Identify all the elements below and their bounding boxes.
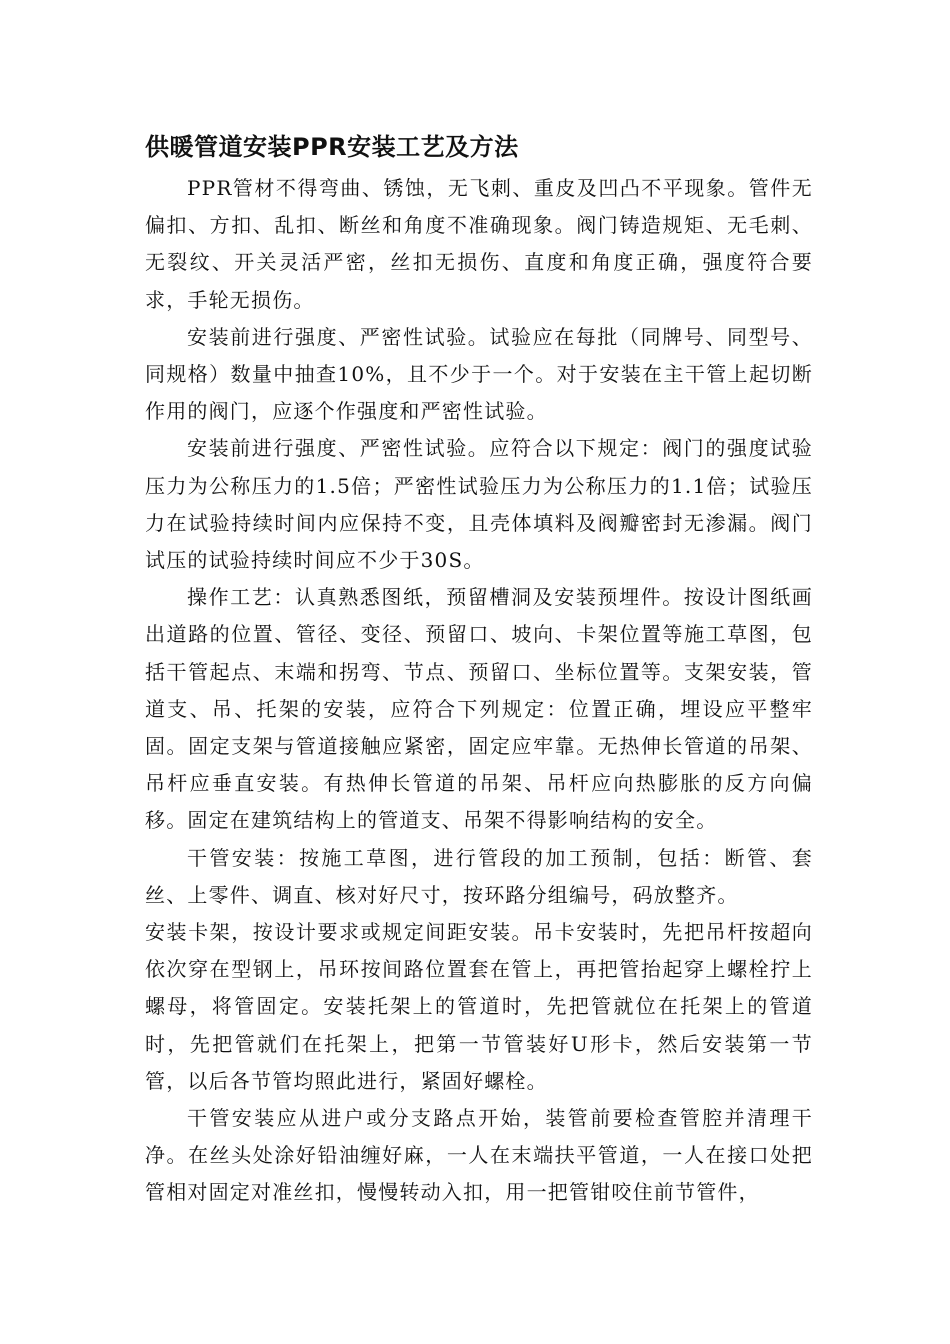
- paragraph-sampling-test: 安装前进行强度、严密性试验。试验应在每批（同牌号、同型号、同规格）数量中抽查10%，且不少于一个。对于安装在主干管上起切断作用的阀门，应逐个作强度和严密性试验。: [145, 324, 813, 424]
- document-title: 供暖管道安装PPR安装工艺及方法: [145, 133, 519, 161]
- paragraph-pressure-test: 安装前进行强度、严密性试验。应符合以下规定：阀门的强度试验压力为公称压力的1.5倍；严密性试验压力为公称压力的1.1倍；试验压力在试验持续时间内应保持不变，且壳体填料及阀瓣密封无渗漏。阀门试压的试验持续时间应不少于30S。: [145, 436, 813, 573]
- paragraph-main-pipe-prefab: 干管安装：按施工草图，进行管段的加工预制，包括：断管、套丝、上零件、调直、核对好尺寸，按环路分组编号，码放整齐。: [145, 845, 813, 907]
- paragraph-material-inspection: PPR管材不得弯曲、锈蚀，无飞刺、重皮及凹凸不平现象。管件无偏扣、方扣、乱扣、断丝和角度不准确现象。阀门铸造规矩、无毛刺、无裂纹、开关灵活严密，丝扣无损伤、直度和角度正确，强度符合要求，手轮无损伤。: [145, 176, 813, 312]
- paragraph-bracket-install: 安装卡架，按设计要求或规定间距安装。吊卡安装时，先把吊杆按超向依次穿在型钢上，吊环按间路位置套在管上，再把管抬起穿上螺栓拧上螺母，将管固定。安装托架上的管道时，先把管就位在托架上的管道时，先把管就们在托架上，把第一节管装好U形卡，然后安装第一节管，以后各节管均照此进行，紧固好螺栓。: [145, 920, 813, 1093]
- paragraph-operation-process: 操作工艺：认真熟悉图纸，预留槽洞及安装预埋件。按设计图纸画出道路的位置、管径、变径、预留口、坡向、卡架位置等施工草图，包括干管起点、末端和拐弯、节点、预留口、坐标位置等。支架安装，管道支、吊、托架的安装，应符合下列规定：位置正确，埋设应平整牢固。固定支架与管道接触应紧密，固定应牢靠。无热伸长管道的吊架、吊杆应垂直安装。有热伸长管道的吊架、吊杆应向热膨胀的反方向偏移。固定在建筑结构上的管道支、吊架不得影响结构的安全。: [145, 585, 813, 833]
- paragraph-main-pipe-install: 干管安装应从进户或分支路点开始，装管前要检查管腔并清理干净。在丝头处涂好铅油缠好麻，一人在末端扶平管道，一人在接口处把管相对固定对准丝扣，慢慢转动入扣，用一把管钳咬住前节管件，: [145, 1106, 813, 1205]
- document-body: [145, 128, 813, 1212]
